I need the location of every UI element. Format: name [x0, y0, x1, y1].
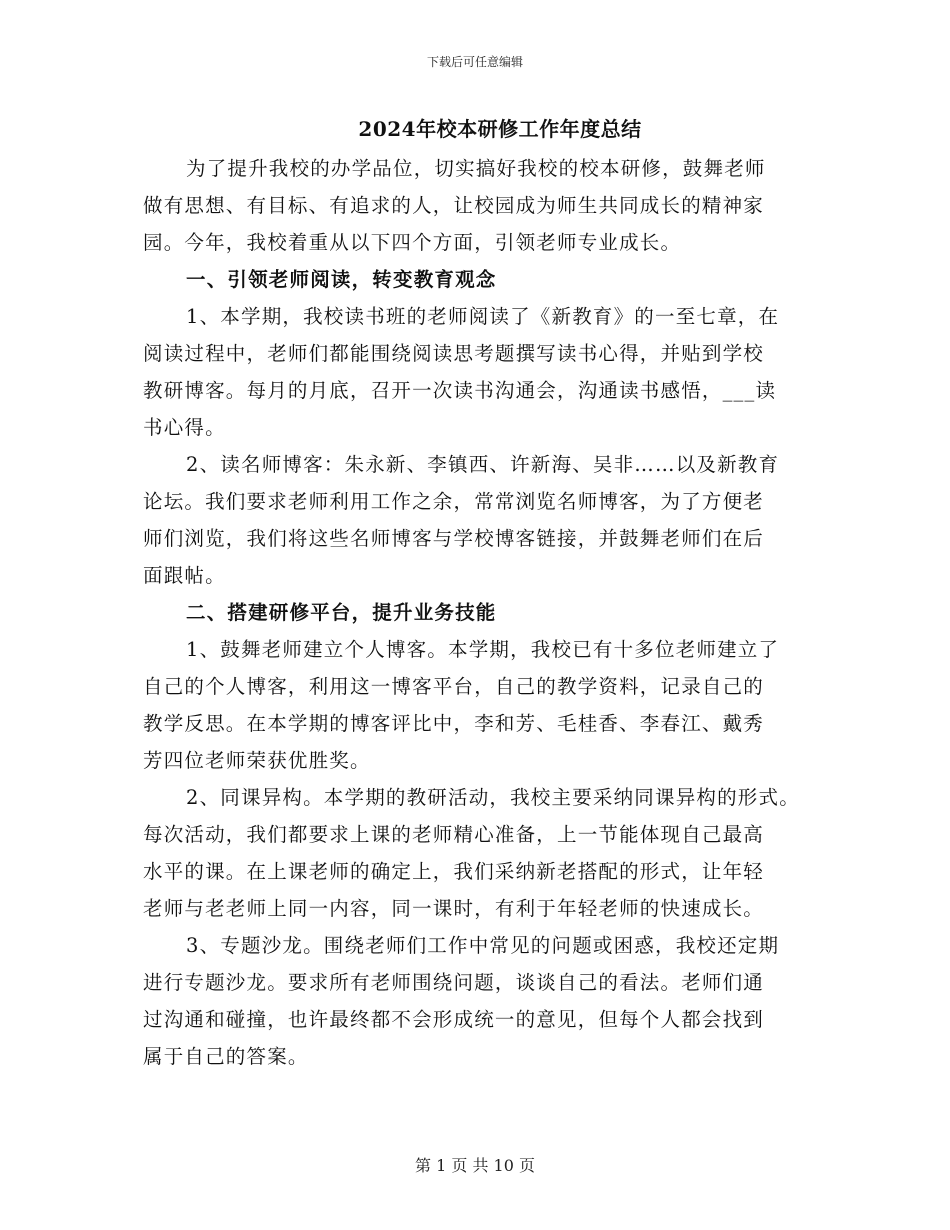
paragraph-line: 属于自己的答案。 — [143, 1045, 309, 1068]
paragraph-line: 自己的个人博客，利用这一博客平台，自己的教学资料，记录自己的 — [143, 675, 765, 698]
paragraph-line: 2、读名师博客：朱永新、李镇西、许新海、吴非……以及新教育 — [186, 453, 780, 476]
paragraph-line: 书心得。 — [143, 416, 226, 439]
paragraph-line: 1、鼓舞老师建立个人博客。本学期，我校已有十多位老师建立了 — [186, 638, 780, 661]
page-number-footer: 第 1 页 共 10 页 — [415, 1156, 535, 1175]
paragraph-line: 每次活动，我们都要求上课的老师精心准备，上一节能体现自己最高 — [143, 823, 765, 846]
paragraph-line: 水平的课。在上课老师的确定上，我们采纳新老搭配的形式，让年轻 — [143, 860, 765, 883]
paragraph-line: 园。今年，我校着重从以下四个方面，引领老师专业成长。 — [143, 231, 682, 254]
section-heading: 一、引领老师阅读，转变教育观念 — [186, 268, 497, 291]
paragraph-line: 为了提升我校的办学品位，切实搞好我校的校本研修，鼓舞老师 — [186, 157, 766, 180]
paragraph-line: 进行专题沙龙。要求所有老师围绕问题，谈谈自己的看法。老师们通 — [143, 971, 765, 994]
page-header-note: 下载后可任意编辑 — [426, 55, 523, 69]
document-title: 2024年校本研修工作年度总结 — [358, 117, 642, 141]
paragraph-line: 2、同课异构。本学期的教研活动，我校主要采纳同课异构的形式。 — [186, 786, 800, 809]
paragraph-line: 做有思想、有目标、有追求的人，让校园成为师生共同成长的精神家 — [143, 194, 765, 217]
section-heading: 二、搭建研修平台，提升业务技能 — [186, 601, 497, 624]
paragraph-line: 过沟通和碰撞，也许最终都不会形成统一的意见，但每个人都会找到 — [143, 1008, 765, 1031]
document-body — [143, 150, 833, 1075]
paragraph-line: 教学反思。在本学期的博客评比中，李和芳、毛桂香、李春江、戴秀 — [143, 712, 765, 735]
paragraph-line: 1、本学期，我校读书班的老师阅读了《新教育》的一至七章，在 — [186, 305, 780, 328]
paragraph-line: 3、专题沙龙。围绕老师们工作中常见的问题或困惑，我校还定期 — [186, 934, 780, 957]
paragraph-line: 芳四位老师荣获优胜奖。 — [143, 749, 371, 772]
paragraph-line: 论坛。我们要求老师利用工作之余，常常浏览名师博客，为了方便老 — [143, 490, 765, 513]
paragraph-line: 阅读过程中，老师们都能围绕阅读思考题撰写读书心得，并贴到学校 — [143, 342, 765, 365]
paragraph-line: 老师与老老师上同一内容，同一课时，有利于年轻老师的快速成长。 — [143, 897, 765, 920]
paragraph-line: 教研博客。每月的月底，召开一次读书沟通会，沟通读书感悟，___读 — [143, 379, 777, 402]
paragraph-line: 面跟帖。 — [143, 564, 226, 587]
paragraph-line: 师们浏览，我们将这些名师博客与学校博客链接，并鼓舞老师们在后 — [143, 527, 765, 550]
